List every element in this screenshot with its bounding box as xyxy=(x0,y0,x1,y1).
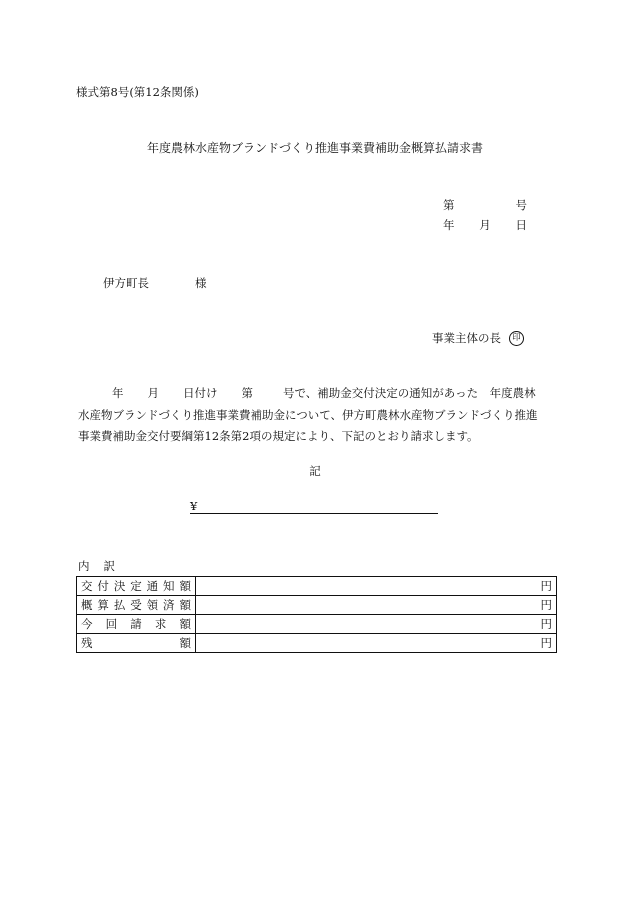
applicant-label: 事業主体の長 xyxy=(432,331,501,345)
table-row xyxy=(77,634,557,653)
breakdown-amount-field[interactable] xyxy=(196,634,557,653)
breakdown-label-char: 回 xyxy=(105,617,118,631)
breakdown-label-char: 済 xyxy=(163,598,175,612)
breakdown-label xyxy=(81,596,191,614)
date-day-label: 日 xyxy=(515,218,527,232)
breakdown-label-char: 定 xyxy=(130,579,142,593)
breakdown-label-char: 通 xyxy=(146,579,159,593)
document-number-prefix: 第 xyxy=(443,198,455,212)
date-month-label: 月 xyxy=(479,218,491,232)
breakdown-label-char: 額 xyxy=(179,598,191,612)
breakdown-label xyxy=(81,577,191,595)
body-month: 月 xyxy=(147,386,159,400)
breakdown-label-cell xyxy=(77,596,196,615)
yen-unit: 円 xyxy=(540,579,552,593)
breakdown-label-char: 請 xyxy=(130,617,142,631)
document-date-row xyxy=(443,217,527,233)
addressee xyxy=(103,275,207,291)
document-title: 年度農林水産物ブランドづくり推進事業費補助金概算払請求書 xyxy=(146,141,483,155)
breakdown-label-char: 額 xyxy=(179,617,191,631)
breakdown-label xyxy=(81,615,191,633)
body-line-2: 水産物ブランドづくり推進事業費補助金について、伊方町農林水産物ブランドづくり推進 xyxy=(78,407,538,422)
breakdown-label-cell xyxy=(77,634,196,653)
date-year-label: 年 xyxy=(443,218,455,232)
body-line-1-rest: 号で、補助金交付決定の通知があった 年度農林 xyxy=(283,386,536,400)
ki-heading: 記 xyxy=(309,464,321,478)
breakdown-label-cell xyxy=(77,577,196,596)
breakdown-label-char: 額 xyxy=(179,636,191,650)
form-number: 様式第8号(第12条関係) xyxy=(76,85,199,99)
document-number-row xyxy=(443,197,527,213)
breakdown-label-char: 領 xyxy=(146,598,159,612)
body-dai: 第 xyxy=(241,386,253,400)
table-row xyxy=(77,615,557,634)
breakdown-label-char: 今 xyxy=(81,617,93,631)
breakdown-label xyxy=(81,634,191,652)
table-row xyxy=(77,596,557,615)
addressee-name: 伊方町長 xyxy=(103,276,149,290)
request-body xyxy=(78,383,558,448)
breakdown-table xyxy=(76,576,557,653)
breakdown-amount-field[interactable] xyxy=(196,615,557,634)
breakdown-label-char: 交 xyxy=(81,579,93,593)
yen-symbol: ¥ xyxy=(190,499,198,513)
yen-unit: 円 xyxy=(540,598,552,612)
breakdown-label-char: 残 xyxy=(81,636,93,650)
breakdown-heading-2: 訳 xyxy=(103,559,115,573)
breakdown-heading xyxy=(78,558,115,574)
breakdown-label-char: 求 xyxy=(154,617,167,631)
breakdown-label-char: 算 xyxy=(97,598,109,612)
body-year: 年 xyxy=(112,386,124,400)
breakdown-label-char: 額 xyxy=(179,579,191,593)
body-line-1 xyxy=(78,383,558,405)
breakdown-heading-1: 内 xyxy=(78,559,90,573)
applicant-signature xyxy=(432,330,524,346)
breakdown-label-char: 知 xyxy=(163,579,175,593)
table-row xyxy=(77,577,557,596)
yen-unit: 円 xyxy=(540,617,552,631)
breakdown-label-char: 概 xyxy=(81,598,93,612)
body-line-3: 事業費補助金交付要綱第12条第2項の規定により、下記のとおり請求します。 xyxy=(78,429,479,443)
breakdown-amount-field[interactable] xyxy=(196,596,557,615)
breakdown-label-char: 付 xyxy=(97,579,109,593)
breakdown-label-char: 払 xyxy=(113,598,126,612)
breakdown-label-char: 受 xyxy=(130,598,142,612)
body-date-suffix: 日付け xyxy=(183,386,218,400)
breakdown-label-cell xyxy=(77,615,196,634)
seal-mark: 印 xyxy=(509,331,524,346)
addressee-honorific: 様 xyxy=(195,276,207,290)
yen-unit: 円 xyxy=(540,636,552,650)
breakdown-amount-field[interactable] xyxy=(196,577,557,596)
breakdown-label-char: 決 xyxy=(113,579,126,593)
document-number-suffix: 号 xyxy=(515,198,527,212)
request-amount-field[interactable] xyxy=(190,499,438,514)
